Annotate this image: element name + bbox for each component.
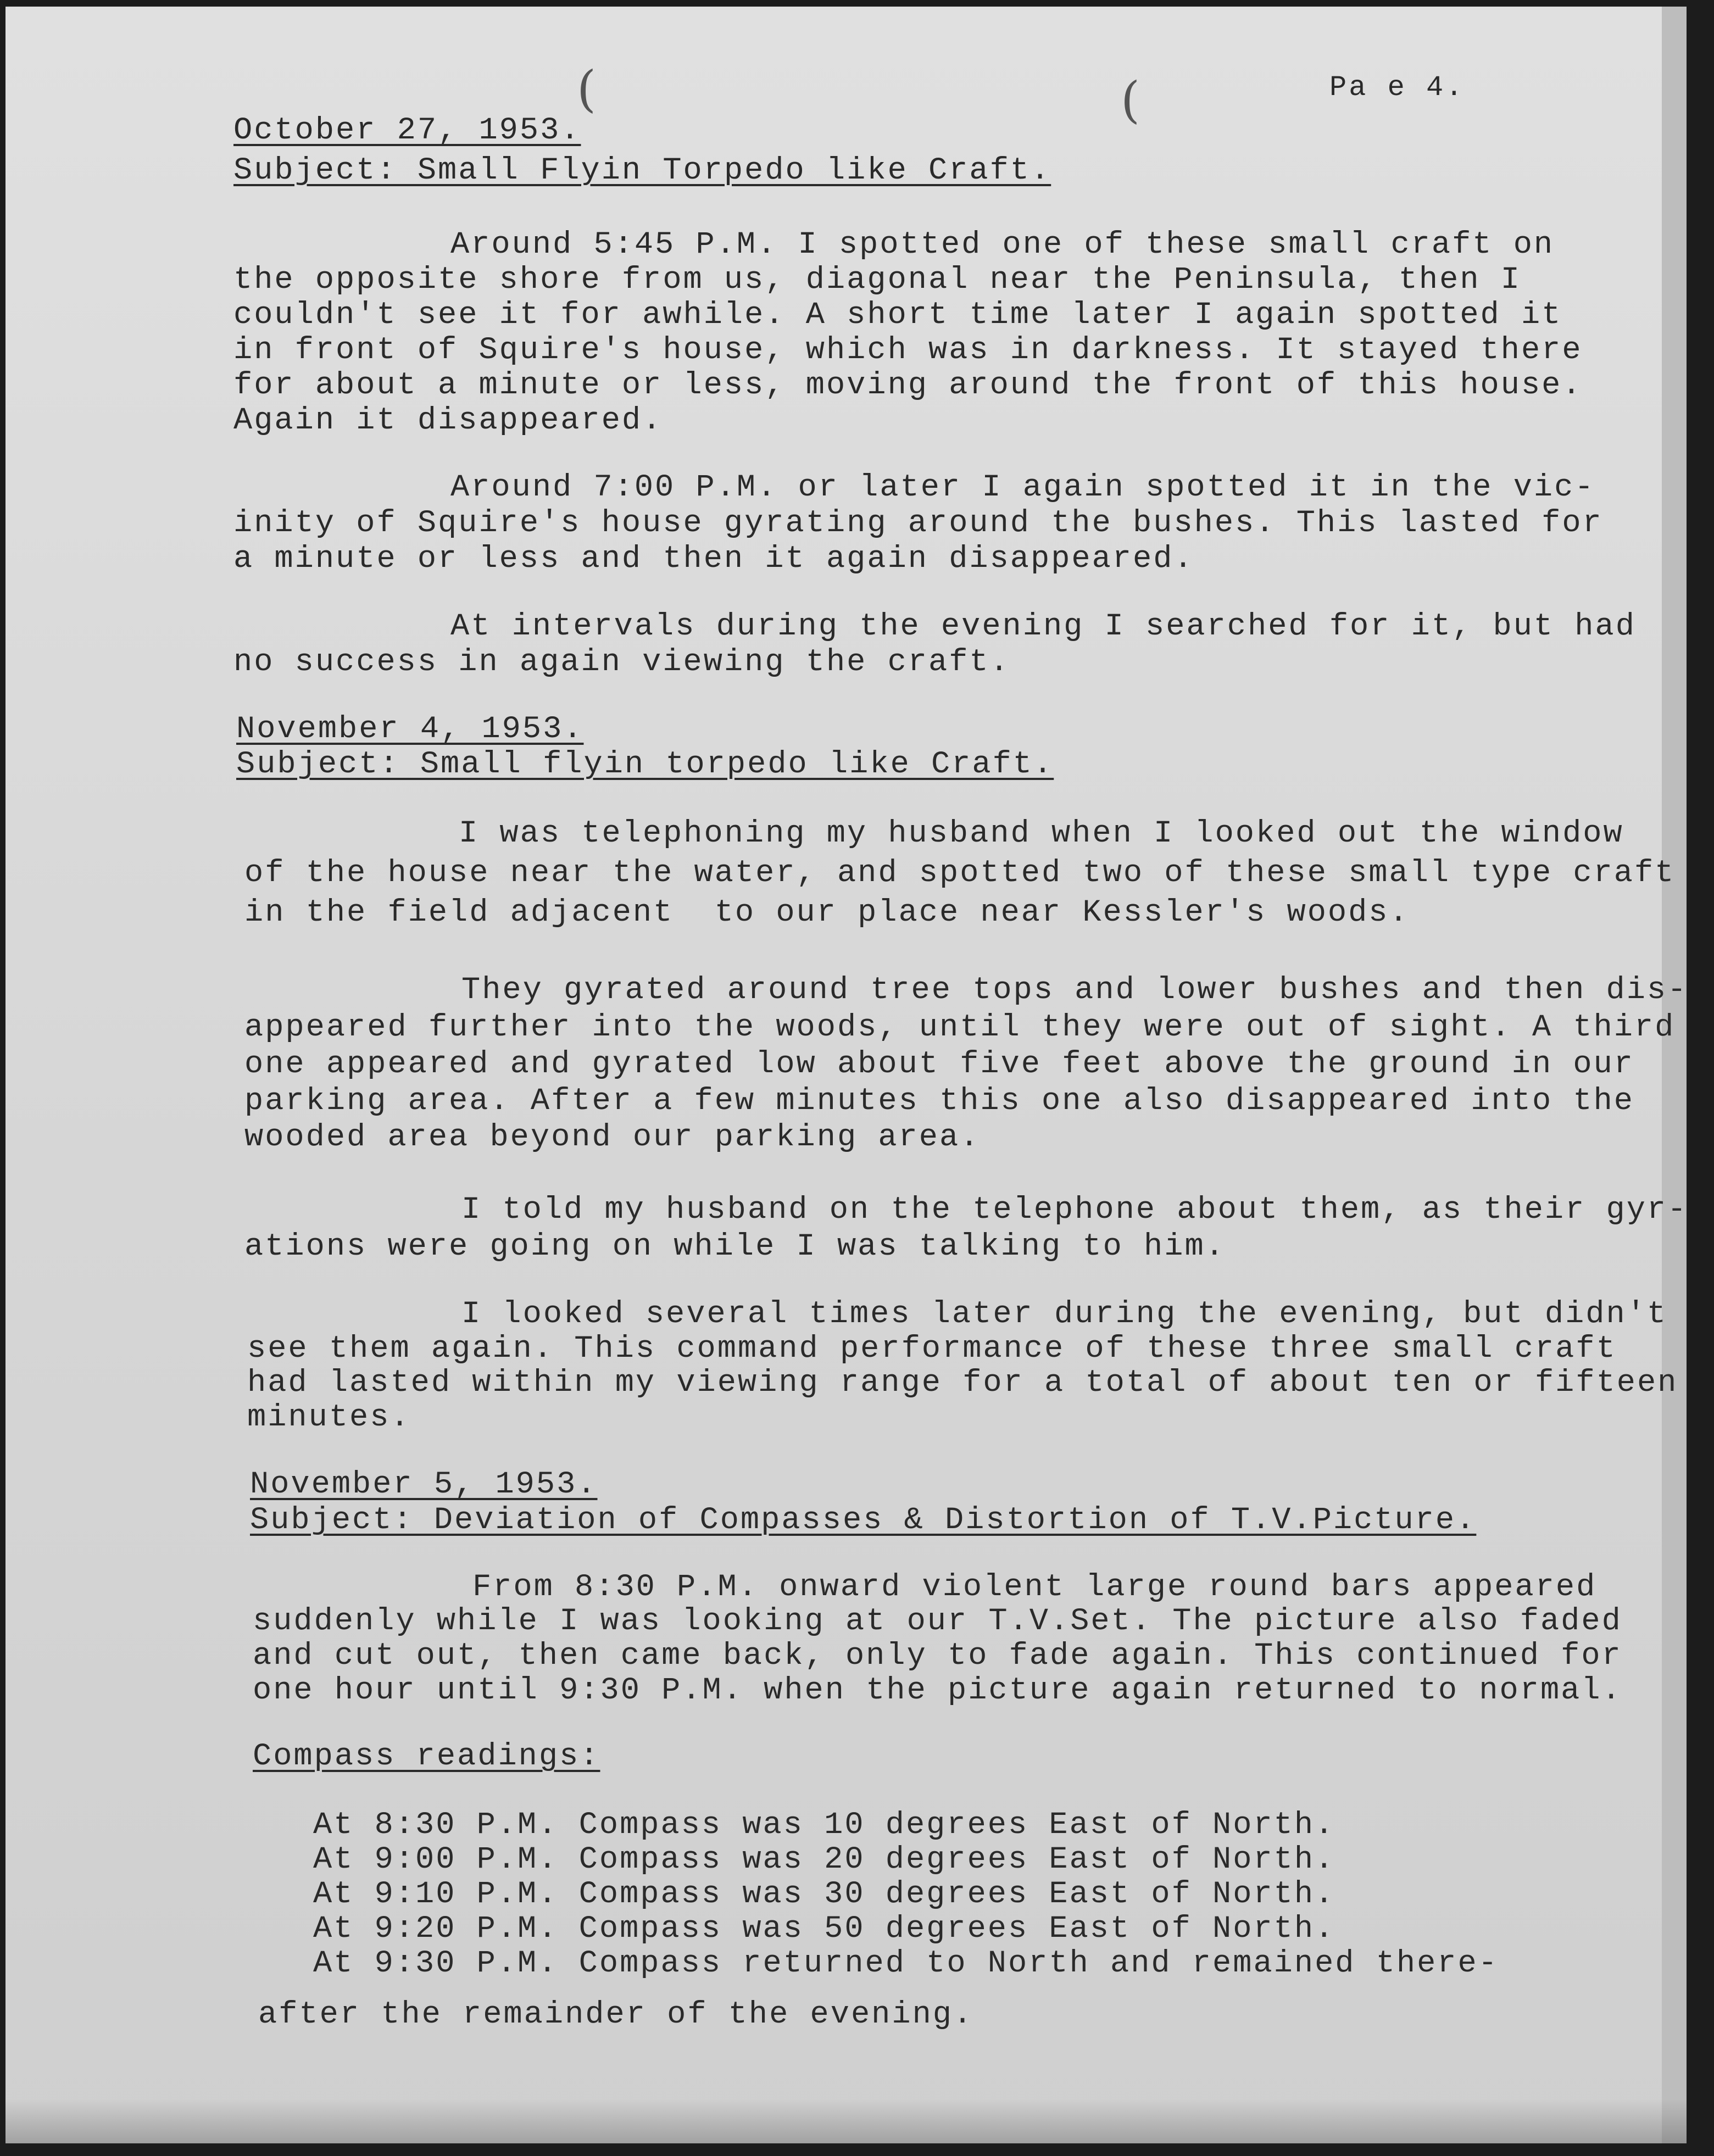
compass-reading: At 9:00 P.M. Compass was 20 degrees East of North. (313, 1842, 1335, 1878)
text-line: had lasted within my viewing range for a total of about ten or fifteen (247, 1366, 1678, 1401)
text-line: Around 5:45 P.M. I spotted one of these small craft on (450, 227, 1555, 263)
text-line: no success in again viewing the craft. (233, 645, 1010, 680)
text-line: of the house near the water, and spotted two of these small type craft (244, 856, 1676, 891)
text-line: for about a minute or less, moving around the front of this house. (233, 368, 1583, 403)
section-subject: Subject: Small flyin torpedo like Craft. (236, 747, 1054, 782)
compass-heading: Compass readings: (253, 1739, 600, 1774)
section-date: November 4, 1953. (236, 712, 584, 747)
text-line: in front of Squire's house, which was in darkness. It stayed there (233, 333, 1583, 368)
text-line: couldn't see it for awhile. A short time later I again spotted it (233, 298, 1562, 333)
text-line: ations were going on while I was talking to him. (244, 1229, 1226, 1264)
text-line: Around 7:00 P.M. or later I again spotted it in the vic- (450, 470, 1595, 505)
text-line: inity of Squire's house gyrating around the bushes. This lasted for (233, 506, 1603, 541)
compass-reading: At 9:30 P.M. Compass returned to North and remained there- (313, 1946, 1499, 1981)
text-line: I told my husband on the telephone about them, as their gyr- (461, 1193, 1688, 1228)
compass-reading: At 9:20 P.M. Compass was 50 degrees East of North. (313, 1912, 1335, 1947)
text-line: At intervals during the evening I searched for it, but had (450, 609, 1636, 644)
page-number: Pa e 4. (1329, 71, 1465, 104)
text-line: Again it disappeared. (233, 403, 663, 438)
punch-hole-mark: ( (577, 60, 597, 118)
section-subject: Subject: Deviation of Compasses & Distortion of T.V.Picture. (250, 1503, 1477, 1538)
section-subject: Subject: Small Flyin Torpedo like Craft. (233, 153, 1051, 188)
text-line: after the remainder of the evening. (258, 1997, 974, 2032)
text-line: I was telephoning my husband when I looked out the window (459, 816, 1624, 851)
text-line: appeared further into the woods, until they were out of sight. A third (244, 1010, 1676, 1045)
text-line: wooded area beyond our parking area. (244, 1120, 981, 1155)
section-date: October 27, 1953. (233, 113, 581, 148)
text-line: see them again. This command performance of these three small craft (247, 1332, 1617, 1367)
punch-hole-mark: ( (1121, 71, 1140, 129)
text-line: one appeared and gyrated low about five feet above the ground in our (244, 1047, 1634, 1082)
text-line: and cut out, then came back, only to fade again. This continued for (253, 1639, 1622, 1674)
text-line: suddenly while I was looking at our T.V.Set. The picture also faded (253, 1604, 1622, 1639)
text-line: They gyrated around tree tops and lower bushes and then dis- (461, 973, 1688, 1008)
text-line: a minute or less and then it again disappeared. (233, 542, 1194, 577)
text-line: one hour until 9:30 P.M. when the picture again returned to normal. (253, 1673, 1622, 1708)
text-line: I looked several times later during the evening, but didn't (461, 1297, 1668, 1332)
text-line: parking area. After a few minutes this one also disappeared into the (244, 1084, 1634, 1119)
section-date: November 5, 1953. (250, 1467, 598, 1502)
compass-reading: At 8:30 P.M. Compass was 10 degrees East of North. (313, 1808, 1335, 1843)
text-line: in the field adjacent to our place near Kessler's woods. (244, 895, 1410, 931)
text-line: From 8:30 P.M. onward violent large round bars appeared (472, 1570, 1597, 1605)
text-line: minutes. (247, 1400, 411, 1435)
page-edge (1662, 7, 1687, 2143)
text-line: the opposite shore from us, diagonal near the Peninsula, then I (233, 263, 1521, 298)
compass-reading: At 9:10 P.M. Compass was 30 degrees East of North. (313, 1877, 1335, 1912)
page-shadow (5, 2099, 1687, 2143)
